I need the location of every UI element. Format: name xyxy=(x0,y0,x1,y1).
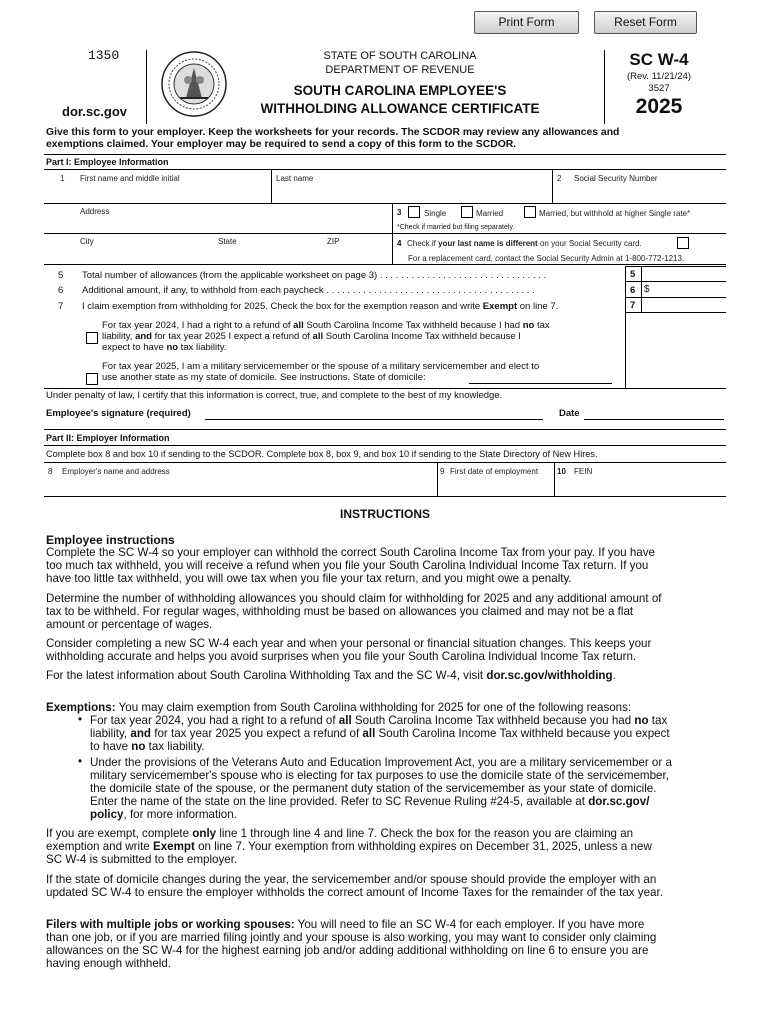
first-name-input[interactable] xyxy=(80,186,266,201)
single-checkbox[interactable] xyxy=(408,206,420,218)
line4-number: 4 xyxy=(397,239,402,248)
website: dor.sc.gov xyxy=(62,104,128,119)
name-different-checkbox[interactable] xyxy=(677,237,689,249)
box5-number: 5 xyxy=(630,269,636,280)
state-of-domicile-input[interactable] xyxy=(469,371,612,383)
line4-label: Check if your last name is different on your Social Security card. xyxy=(407,239,642,248)
exempt-input[interactable] xyxy=(643,298,725,311)
first-date-input[interactable] xyxy=(440,479,552,493)
signature-input[interactable] xyxy=(205,405,543,418)
exemption1-text: For tax year 2024, I had a right to a refund of all South Carolina Income Tax withheld because I had no tax liability, and for tax year 2025 I expect a refund of all South Carolina Income Tax withheld because I expect to have no tax liability. xyxy=(102,320,550,353)
line6-text: Additional amount, if any, to withhold from each paycheck . . . . . . . . . . . . . . . . . . . . . . . . . . . . . . . . . . . . . . . . xyxy=(82,285,535,296)
address-label: Address xyxy=(80,207,110,216)
date-input[interactable] xyxy=(584,405,724,418)
instructions-paragraph-6: If the state of domicile changes during the year, the servicemember and/or spouse should provide the employer with an updated SC W-4 to ensure the employer withholds the correct amount of Income Taxes for the remainder of the tax year. xyxy=(46,873,663,899)
exemption2-checkbox[interactable] xyxy=(86,373,98,385)
ssn-input[interactable] xyxy=(574,186,724,201)
state-input[interactable] xyxy=(218,248,318,262)
form-title-line2: WITHHOLDING ALLOWANCE CERTIFICATE xyxy=(260,101,540,116)
married-label: Married xyxy=(476,209,504,218)
state-label: State xyxy=(218,237,237,246)
city-input[interactable] xyxy=(80,248,210,262)
line7-text: I claim exemption from withholding for 2025. Check the box for the exemption reason and write Exempt on line 7. xyxy=(82,301,559,312)
form-code: 1350 xyxy=(88,48,120,63)
part1-title: Part I: Employee Information xyxy=(46,157,169,167)
married-checkbox[interactable] xyxy=(461,206,473,218)
additional-amount-input[interactable] xyxy=(652,283,725,296)
ssn-label: Social Security Number xyxy=(574,174,658,183)
box8-number: 8 xyxy=(48,467,53,476)
dollar-sign: $ xyxy=(644,284,650,295)
fein-label: FEIN xyxy=(574,467,593,476)
allowances-input[interactable] xyxy=(643,267,725,280)
first-date-label: First date of employment xyxy=(450,467,539,476)
exemption-bullet-2: Under the provisions of the Veterans Auto and Education Improvement Act, you are a military servicemember or a military servicemember's spouse who is electing for tax purposes to use the domicile state of the servicemember, the domicile state of the spouse, or the permanent duty station of the servicemember as your state of domicile. Enter the name of the state on the line provided. Refer to SC Revenue Ruling #24-5, available at dor.sc.gov/ policy, for more information. xyxy=(90,756,672,821)
employer-name-input[interactable] xyxy=(48,479,434,493)
line2-number: 2 xyxy=(557,174,562,183)
form-title-line1: SOUTH CAROLINA EMPLOYEE'S xyxy=(293,83,507,98)
state-seal-logo xyxy=(160,50,228,118)
line7-number: 7 xyxy=(58,301,64,312)
signature-label: Employee's signature (required) xyxy=(46,408,191,419)
city-label: City xyxy=(80,237,94,246)
married-higher-rate-label: Married, but withhold at higher Single rate* xyxy=(539,209,691,218)
fein-input[interactable] xyxy=(557,479,724,493)
reset-form-button[interactable]: Reset Form xyxy=(594,11,697,34)
address-input[interactable] xyxy=(80,218,390,232)
line5-number: 5 xyxy=(58,270,64,281)
line1-number: 1 xyxy=(60,174,65,183)
department-name: DEPARTMENT OF REVENUE xyxy=(325,64,475,76)
form-year: 2025 xyxy=(635,95,683,118)
instructions-paragraph-3: Consider completing a new SC W-4 each year and when your personal or financial situation changes. This keeps your withholding accurate and helps you avoid surprises when you file your South Carolina Individual Income Tax return. xyxy=(46,637,652,663)
box7-number: 7 xyxy=(630,300,636,311)
married-note: *Check if married but filing separately. xyxy=(397,224,515,231)
line4-subnote: For a replacement card, contact the Social Security Admin at 1-800-772-1213. xyxy=(408,254,685,263)
box9-number: 9 xyxy=(440,467,445,476)
revision-code: 3527 xyxy=(648,83,670,94)
first-name-label: First name and middle initial xyxy=(80,174,180,183)
revision-date: (Rev. 11/21/24) xyxy=(626,71,692,82)
instructions-paragraph-5: If you are exempt, complete only line 1 through line 4 and line 7. Check the box for the reason you are claiming an exemption and write Exempt on line 7. Your exemption from withholding expires on December 31, 2025, unless a new SC W-4 is submitted to the employer. xyxy=(46,827,652,866)
exemptions-intro: Exemptions: You may claim exemption from South Carolina withholding for 2025 for one of the following reasons: xyxy=(46,701,632,714)
box6-number: 6 xyxy=(630,285,636,296)
last-name-label: Last name xyxy=(276,174,314,183)
employee-instructions-heading: Employee instructions xyxy=(46,533,175,547)
zip-label: ZIP xyxy=(327,237,340,246)
intro-line2: exemptions claimed. Your employer may be required to send a copy of this form to the SCDOR. xyxy=(46,139,517,150)
box10-number: 10 xyxy=(557,467,566,476)
line6-number: 6 xyxy=(58,285,64,296)
bullet-dot: • xyxy=(78,755,83,768)
instructions-paragraph-1: Complete the SC W-4 so your employer can withhold the correct South Carolina Income Tax from your pay. If you have too much tax withheld, you will receive a refund when you file your South Carolina Individual Income Tax return. If you have too little tax withheld, you will owe tax when you file your tax return, and you might owe a penalty. xyxy=(46,546,655,585)
employer-name-label: Employer's name and address xyxy=(62,467,170,476)
exemption1-checkbox[interactable] xyxy=(86,332,98,344)
exemption-bullet-1: For tax year 2024, you had a right to a refund of all South Carolina Income Tax withheld because you had no tax liability, and for tax year 2025 you expect a refund of all South Carolina Income Tax withheld because you expect to have no tax liability. xyxy=(90,714,670,753)
state-name: STATE OF SOUTH CAROLINA xyxy=(323,50,477,62)
bullet-dot: • xyxy=(78,713,83,726)
instructions-paragraph-7: Filers with multiple jobs or working spouses: You will need to file an SC W-4 for each employer. If you have more than one job, or if you are married filing jointly and your spouse is also working, you may want to consider only claiming allowances on the SC W-4 for the highest earning job and/or adding additional withholding on line 6 to ensure you are having enough withheld. xyxy=(46,918,657,970)
instructions-paragraph-2: Determine the number of withholding allowances you should claim for withholding for 2025 and any additional amount of tax to be withheld. For regular wages, withholding must be based on allowances you claimed and may not be a flat amount or percentage of wages. xyxy=(46,592,662,631)
instructions-heading: INSTRUCTIONS xyxy=(340,507,430,521)
part2-note: Complete box 8 and box 10 if sending to the SCDOR. Complete box 8, box 9, and box 10 if sending to the State Directory of New Hires. xyxy=(46,449,598,459)
last-name-input[interactable] xyxy=(276,186,546,201)
intro-line1: Give this form to your employer. Keep the worksheets for your records. The SCDOR may review any allowances and xyxy=(46,127,620,138)
date-label: Date xyxy=(559,408,580,419)
form-name: SC W-4 xyxy=(629,50,689,69)
penalty-statement: Under penalty of law, I certify that this information is correct, true, and complete to the best of my knowledge. xyxy=(46,390,503,401)
married-higher-rate-checkbox[interactable] xyxy=(524,206,536,218)
line5-text: Total number of allowances (from the applicable worksheet on page 3) . . . . . . . . . . . . . . . . . . . . . . . . . . . . . . . . xyxy=(82,270,547,281)
zip-input[interactable] xyxy=(327,248,387,262)
print-form-button[interactable]: Print Form xyxy=(474,11,579,34)
exemption2-text: For tax year 2025, I am a military servicemember or the spouse of a military servicemember and elect to use another state as my state of domicile. See instructions. State of domicile: xyxy=(102,361,540,383)
part2-title: Part II: Employer Information xyxy=(46,433,170,443)
withholding-link[interactable]: dor.sc.gov/withholding xyxy=(486,669,613,682)
single-label: Single xyxy=(424,209,447,218)
instructions-paragraph-4: For the latest information about South Carolina Withholding Tax and the SC W-4, visit dor.sc.gov/withholding. xyxy=(46,669,616,682)
line3-number: 3 xyxy=(397,208,402,217)
